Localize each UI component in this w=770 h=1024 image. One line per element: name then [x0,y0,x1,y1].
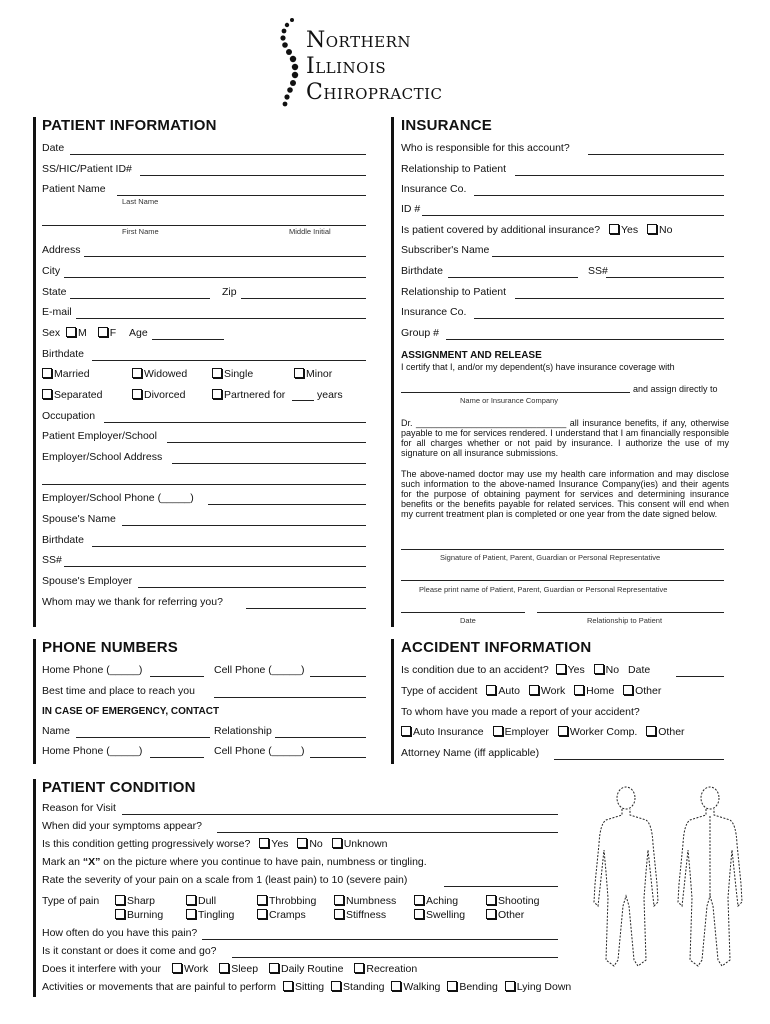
sitting-checkbox[interactable] [283,981,293,991]
print-name-caption: Please print name of Patient, Parent, Guardian or Personal Representative [419,585,668,594]
address-label: Address [42,244,81,256]
burning-option[interactable] [115,909,163,922]
accident-yes-label: Yes [567,664,585,676]
report-label: To whom have you made a report of your accident? [401,706,640,718]
dull-checkbox[interactable] [186,895,196,905]
sharp-option[interactable] [115,895,155,908]
ss-field[interactable] [64,566,366,567]
pain-other-checkbox[interactable] [486,909,496,919]
home-label: Home [586,685,615,697]
additional-no-label: No [659,224,673,236]
birthdate-field[interactable] [92,360,366,361]
zip-label: Zip [222,286,237,298]
male-label: M [78,327,87,339]
sign-date-field[interactable] [401,612,525,613]
subscriber-field[interactable] [492,256,724,257]
dull-option[interactable] [186,895,216,908]
logo-chiropractic: Chiropractic [306,80,443,105]
swelling-checkbox[interactable] [414,909,424,919]
tingling-label: Tingling [198,909,235,921]
ssid-label: SS/HIC/Patient ID# [42,163,132,175]
ins-company2-field[interactable] [474,318,724,319]
spouse-employer-label: Spouse's Employer [42,575,133,587]
separated-option[interactable] [42,389,102,402]
stiffness-checkbox[interactable] [334,909,344,919]
lying-checkbox[interactable] [505,981,515,991]
other-label: Other [635,685,662,697]
assignment-p3: The above-named doctor may use my health care information and may disclose such information to the above-named Insurance Company(ies) and their agents for the purpose of obtaining payment for services and determining insurance benefits or the benefits payable for related services. This consent will end when my current treatment plan is completed or one year from the date signed below. [401,469,729,519]
accident-due-row [401,664,650,677]
ins-birthdate-field[interactable] [448,277,578,278]
ins-birthdate-label: Birthdate [401,265,444,277]
mark-text-b: on the picture where you continue to have pain, numbness or tingling. [100,856,427,868]
divorced-option[interactable] [132,389,185,402]
widowed-option[interactable] [132,368,187,381]
male-checkbox[interactable] [66,327,76,337]
emergency-cell-field[interactable] [310,757,366,758]
ins-company2-label: Insurance Co. [401,306,467,318]
worse-unknown-checkbox[interactable] [332,838,342,848]
widowed-label: Widowed [144,368,188,380]
partnered-option[interactable] [212,389,285,402]
throbbing-option[interactable] [257,895,316,908]
responsible-label: Who is responsible for this account? [401,142,570,154]
emergency-relationship-label: Relationship [214,725,272,737]
activities-label: Activities or movements that are painful to perform [42,981,277,993]
standing-checkbox[interactable] [331,981,341,991]
emergency-home-label: Home Phone (_____) [42,745,143,757]
ins-ss-label: SS# [588,265,608,277]
cramps-label: Cramps [269,909,306,921]
numbness-checkbox[interactable] [334,895,344,905]
ss-label: SS# [42,554,62,566]
sign-relationship-field[interactable] [537,612,724,613]
partnered-checkbox[interactable] [212,389,222,399]
additional-insurance-row [401,224,672,237]
widowed-checkbox[interactable] [132,368,142,378]
referral-label: Whom may we thank for referring you? [42,596,223,608]
emergency-heading: IN CASE OF EMERGENCY, CONTACT [42,706,220,717]
workers-comp-checkbox[interactable] [558,726,568,736]
employer-address-field-2[interactable] [42,484,366,485]
accident-due-label: Is condition due to an accident? [401,664,549,676]
accident-no-checkbox[interactable] [594,664,604,674]
attorney-label: Attorney Name (iff applicable) [401,747,540,759]
occupation-field[interactable] [104,422,366,423]
single-option[interactable] [212,368,253,381]
interfere-recreation-label: Recreation [366,963,418,975]
phone-title: PHONE NUMBERS [42,639,178,656]
constant-label: Is it constant or does it come and go? [42,945,217,957]
employer-address-label: Employer/School Address [42,451,163,463]
age-field[interactable] [152,339,224,340]
cell-phone-label: Cell Phone (_____) [214,664,305,676]
work-label: Work [540,685,566,697]
emergency-name-field[interactable] [76,737,210,738]
additional-no-checkbox[interactable] [647,224,657,234]
auto-insurance-checkbox[interactable] [401,726,411,736]
home-phone-field[interactable] [150,676,204,677]
minor-checkbox[interactable] [294,368,304,378]
patient-name-label: Patient Name [42,183,106,195]
insurance-title: INSURANCE [401,117,492,134]
married-label: Married [54,368,90,380]
subscriber-label: Subscriber's Name [401,244,490,256]
worse-row [42,838,387,851]
interfere-sleep-label: Sleep [231,963,259,975]
married-checkbox[interactable] [42,368,52,378]
mark-x: “X” [82,856,101,868]
throbbing-label: Throbbing [269,895,317,907]
accident-type-row [401,685,661,698]
accident-date-field[interactable] [676,676,724,677]
tingling-option[interactable] [186,909,234,922]
first-name-field[interactable] [42,225,366,226]
spouse-birthdate-field[interactable] [92,546,366,547]
shooting-checkbox[interactable] [486,895,496,905]
rate-label: Rate the severity of your pain on a scale from 1 (least pain) to 10 (severe pain) [42,874,408,886]
birthdate-label: Birthdate [42,348,85,360]
spouse-birthdate-label: Birthdate [42,534,85,546]
mark-text-a: Mark an [42,856,83,868]
best-time-label: Best time and place to reach you [42,685,195,697]
age-label: Age [129,327,148,339]
patient-info-title: PATIENT INFORMATION [42,117,217,134]
shooting-option[interactable] [486,895,539,908]
partnered-years-field[interactable] [292,400,314,401]
mark-instruction [42,856,427,869]
sign-date-caption: Date [460,616,476,625]
cramps-checkbox[interactable] [257,909,267,919]
worse-unknown-label: Unknown [343,838,388,850]
employer-field[interactable] [167,442,366,443]
accident-yes-checkbox[interactable] [556,664,566,674]
when-field[interactable] [217,832,558,833]
aching-label: Aching [426,895,459,907]
separated-label: Separated [54,389,103,401]
section-bar-patient [33,117,36,627]
city-label: City [42,265,61,277]
group-field[interactable] [446,339,724,340]
assignment-p1a: I certify that I, and/or my dependent(s) have insurance coverage with [401,362,675,372]
ins-relationship2-field[interactable] [515,298,724,299]
walking-label: Walking [403,981,441,993]
state-field[interactable] [70,298,210,299]
signature-caption: Signature of Patient, Parent, Guardian or Personal Representative [440,553,661,562]
state-label: State [42,286,67,298]
report-other-label: Other [658,726,685,738]
accident-date-label: Date [628,664,651,676]
middle-initial-caption: Middle Initial [289,227,331,236]
emergency-name-label: Name [42,725,71,737]
married-option[interactable] [42,368,90,381]
home-checkbox[interactable] [574,685,584,695]
employer-label: Employer [504,726,549,738]
other-checkbox[interactable] [623,685,633,695]
aching-option[interactable] [414,895,458,908]
pain-other-option[interactable] [486,909,524,922]
throbbing-checkbox[interactable] [257,895,267,905]
divorced-label: Divorced [144,389,186,401]
type-pain-label: Type of pain [42,895,100,907]
signature-field[interactable] [401,549,724,550]
ins-ss-field[interactable] [606,277,724,278]
employer-checkbox[interactable] [493,726,503,736]
stiffness-option[interactable] [334,909,386,922]
additional-yes-checkbox[interactable] [609,224,619,234]
accident-type-label: Type of accident [401,685,478,697]
interfere-work-checkbox[interactable] [172,963,182,973]
section-bar-accident [391,639,394,764]
separated-checkbox[interactable] [42,389,52,399]
auto-insurance-label: Auto Insurance [413,726,484,738]
emergency-home-field[interactable] [150,757,204,758]
walking-checkbox[interactable] [391,981,401,991]
partnered-label: Partnered for [224,389,286,401]
lying-label: Lying Down [516,981,572,993]
assignment-p2: Dr. ______________________________ all insurance benefits, if any, otherwise payable to me for services rendered. I understand that I am financially responsible for all charges whether or not paid by insurance. I authorize the use of my signature on all insurance submissions. [401,418,729,458]
body-back-diagram[interactable] [676,784,744,974]
when-label: When did your symptoms appear? [42,820,202,832]
group-label: Group # [401,327,439,339]
ins-id-label: ID # [401,203,421,215]
years-label: years [317,389,343,401]
shooting-label: Shooting [498,895,540,907]
interfere-work-label: Work [183,963,209,975]
ins-relationship-field[interactable] [515,175,724,176]
interfere-row [42,963,417,976]
responsible-field[interactable] [588,154,724,155]
additional-yes-label: Yes [620,224,639,236]
employer-address-field[interactable] [172,463,366,464]
workers-comp-label: Worker Comp. [569,726,638,738]
condition-title: PATIENT CONDITION [42,779,196,796]
best-time-field[interactable] [214,697,366,698]
reason-label: Reason for Visit [42,802,116,814]
report-options-row [401,726,685,739]
numbness-label: Numbness [346,895,397,907]
swelling-option[interactable] [414,909,465,922]
sharp-checkbox[interactable] [115,895,125,905]
often-field[interactable] [202,939,558,940]
sitting-label: Sitting [294,981,325,993]
last-name-field[interactable] [117,195,366,196]
accident-title: ACCIDENT INFORMATION [401,639,592,656]
insurance-company-field[interactable] [401,392,630,393]
numbness-option[interactable] [334,895,396,908]
referral-field[interactable] [246,608,366,609]
date-field[interactable] [70,154,366,155]
spouse-employer-field[interactable] [138,587,366,588]
ins-relationship2-label: Relationship to Patient [401,286,507,298]
reason-field[interactable] [122,814,558,815]
city-field[interactable] [64,277,366,278]
worse-yes-label: Yes [271,838,289,850]
sign-relationship-caption: Relationship to Patient [587,616,663,625]
bending-label: Bending [459,981,498,993]
logo-northern: Northern [306,28,412,53]
email-label: E-mail [42,306,72,318]
report-other-checkbox[interactable] [646,726,656,736]
emergency-cell-label: Cell Phone (_____) [214,745,305,757]
tingling-checkbox[interactable] [186,909,196,919]
section-bar-condition [33,779,36,997]
interfere-sleep-checkbox[interactable] [219,963,229,973]
address-field[interactable] [84,256,366,257]
ins-id-field[interactable] [422,215,724,216]
spouse-name-field[interactable] [122,525,366,526]
last-name-caption: Last Name [122,197,159,206]
auto-checkbox[interactable] [486,685,496,695]
occupation-label: Occupation [42,410,96,422]
additional-insurance-label: Is patient covered by additional insurance? [401,224,601,236]
ins-relationship-label: Relationship to Patient [401,163,507,175]
female-checkbox[interactable] [98,327,108,337]
emergency-relationship-field[interactable] [275,737,366,738]
aching-checkbox[interactable] [414,895,424,905]
interfere-recreation-checkbox[interactable] [354,963,364,973]
dull-label: Dull [198,895,217,907]
often-label: How often do you have this pain? [42,927,198,939]
worse-no-checkbox[interactable] [297,838,307,848]
attorney-field[interactable] [554,759,724,760]
logo-dots-graphic [276,16,306,110]
worse-no-label: No [309,838,323,850]
name-insurance-caption: Name or Insurance Company [460,396,558,405]
pain-other-label: Other [498,909,525,921]
ins-company-label: Insurance Co. [401,183,467,195]
burning-label: Burning [127,909,164,921]
sex-label: Sex [42,327,61,339]
female-label: F [109,327,117,339]
first-name-caption: First Name [122,227,159,236]
section-bar-phone [33,639,36,764]
auto-label: Auto [498,685,520,697]
interfere-daily-label: Daily Routine [281,963,344,975]
sharp-label: Sharp [127,895,156,907]
interfere-daily-checkbox[interactable] [269,963,279,973]
assignment-title: ASSIGNMENT AND RELEASE [401,350,542,361]
work-checkbox[interactable] [529,685,539,695]
standing-label: Standing [343,981,385,993]
minor-label: Minor [306,368,333,380]
divorced-checkbox[interactable] [132,389,142,399]
sex-row [42,327,148,340]
bending-checkbox[interactable] [447,981,457,991]
single-checkbox[interactable] [212,368,222,378]
assignment-p1b: and assign directly to [633,384,718,394]
email-field[interactable] [76,318,366,319]
home-phone-label: Home Phone (_____) [42,664,143,676]
constant-field[interactable] [232,957,558,958]
stiffness-label: Stiffness [346,909,387,921]
accident-no-label: No [605,664,620,676]
interfere-label: Does it interfere with your [42,963,162,975]
worse-label: Is this condition getting progressively worse? [42,838,251,850]
employer-phone-label: Employer/School Phone (_____) [42,492,194,504]
cramps-option[interactable] [257,909,306,922]
logo-illinois: Illinois [306,54,387,79]
activities-row [42,981,571,994]
spouse-name-label: Spouse's Name [42,513,116,525]
zip-field[interactable] [241,298,366,299]
ssid-field[interactable] [140,175,366,176]
section-bar-insurance [391,117,394,627]
employer-label: Patient Employer/School [42,430,157,442]
worse-yes-checkbox[interactable] [259,838,269,848]
minor-option[interactable] [294,368,332,381]
burning-checkbox[interactable] [115,909,125,919]
ins-company-field[interactable] [474,195,724,196]
cell-phone-field[interactable] [310,676,366,677]
rate-field[interactable] [444,886,558,887]
print-name-field[interactable] [401,580,724,581]
employer-phone-field[interactable] [208,504,366,505]
swelling-label: Swelling [426,909,466,921]
body-front-diagram[interactable] [592,784,660,974]
single-label: Single [224,368,254,380]
date-label: Date [42,142,65,154]
